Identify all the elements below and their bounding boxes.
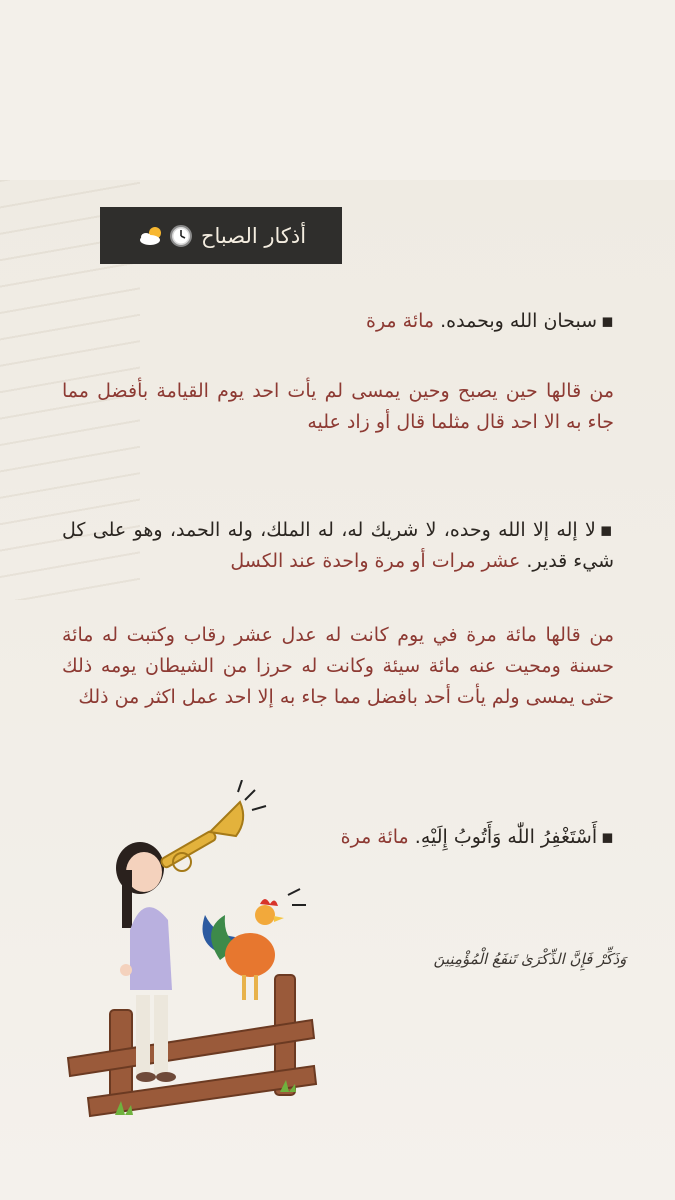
section-1-heading — [62, 306, 614, 337]
section-2-heading — [62, 515, 614, 577]
dhikr-text: ▪ سبحان الله وبحمده. — [440, 310, 614, 332]
quran-verse-calligraphy: وَذَكِّرْ فَإِنَّ الذِّكْرَىٰ تَنفَعُ الْمُؤْمِنِينَ — [433, 950, 627, 968]
page-title: أذكار الصباح — [200, 223, 307, 248]
dhikr-text: ▪ لا إله إلا الله وحده، لا شريك له، له الملك، وله الحمد، وهو على كل شيء قدير. — [62, 519, 614, 572]
repeat-count: مائة مرة — [365, 310, 435, 332]
trumpet — [160, 802, 243, 871]
girl-trumpet-rooster-illustration — [60, 780, 330, 1130]
section-2-benefit: من قالها مائة مرة في يوم كانت له عدل عشر رقاب وكتبت له مائة حسنة ومحيت عنه مائة سيئة وكانت له حرزا من الشيطان يومه ذلك حتى يمسى ولم يأت أحد بافضل مما جاء به إلا احد عمل اكثر من ذلك — [62, 624, 614, 708]
rooster — [203, 899, 285, 1000]
clock-icon — [169, 224, 193, 248]
repeat-count: مائة مرة — [340, 826, 409, 848]
wooden-fence — [68, 975, 316, 1116]
repeat-count: عشر مرات أو مرة واحدة عند الكسل — [230, 550, 521, 572]
sun-behind-cloud-icon — [136, 224, 166, 248]
dhikr-text: ▪ أَسْتَغْفِرُ اللّٰه وَأَتُوبُ إِلَيْهِ. — [415, 826, 614, 848]
title-banner — [100, 207, 342, 264]
section-1-benefit: من قالها حين يصبح وحين يمسى لم يأت احد يوم القيامة بأفضل مما جاء به الا احد قال مثلما قال أو زاد عليه — [62, 380, 614, 433]
